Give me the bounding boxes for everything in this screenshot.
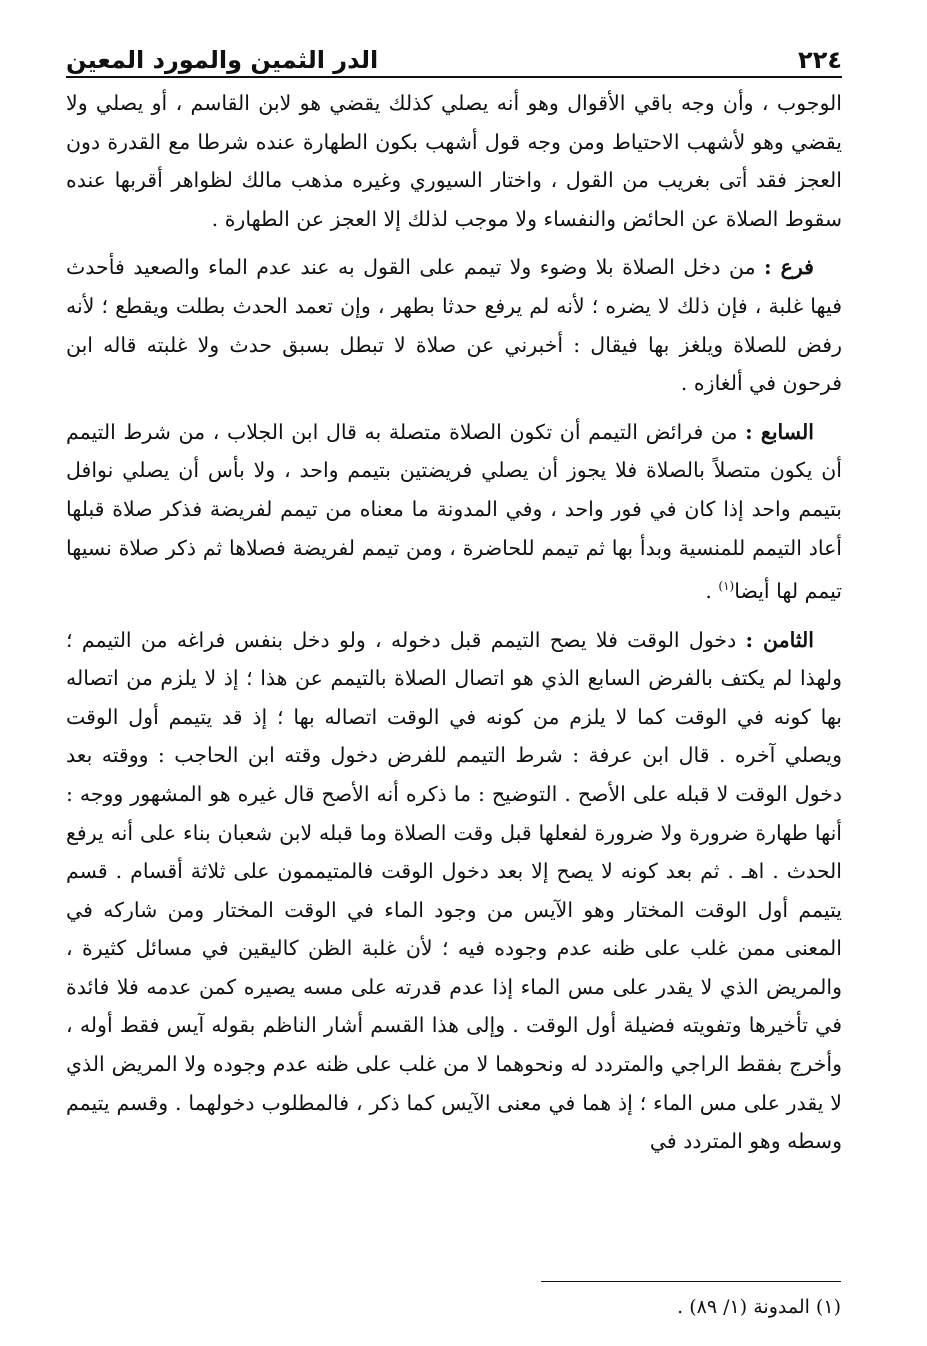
paragraph-text: من فرائض التيمم أن تكون الصلاة متصلة به قال ابن الجلاب ، من شرط التيمم أن يكون متصلاً بالصلاة فلا يجوز أن يصلي فريضتين بتيمم واحد ، ولا بأس أن يصلي نوافل بتيمم واحد إذا كان في فور واحد ، وفي المدونة ما معناه من تيمم لفريضة فذكر صلاة قبلها أعاد التيمم للمنسية وبدأ بها ثم تيمم للحاضرة ، ومن تيمم لفريضة فصلاها ثم ذكر صلاة نسيها تيمم لها أيضا — [66, 419, 842, 603]
paragraph-text: دخول الوقت فلا يصح التيمم قبل دخوله ، ولو دخل بنفس فراغه من التيمم ؛ ولهذا لم يكتف بالفرض السابع الذي هو اتصال الصلاة بالتيمم عن هذا ؛ إذ لا يلزم من اتصاله بها كونه في الوقت كما لا يلزم من كونه في الوقت اتصاله بها ؛ إذ قد يتيمم أول الوقت ويصلي آخره . قال ابن عرفة : شرط التيمم للفرض دخول وقته ابن الحاجب : ووقته بعد دخول الوقت لا قبله على الأصح . التوضيح : ما ذكره أنه الأصح قال غيره هو المشهور ووجه : أنها طهارة ضرورة ولا ضرورة لفعلها قبل وقت الصلاة وما قبله لابن شعبان بناء على أنه يرفع الحدث . اهـ . ثم بعد كونه لا يصح إلا بعد دخول الوقت فالمتيممون على ثلاثة أقسام . قسم يتيمم أول الوقت المختار وهو الآيس من وجود الماء في الوقت المختار ومن شاركه في المعنى ممن غلب على ظنه عدم وجوده فيه ؛ لأن غلبة الظن كاليقين في مسائل كثيرة ، والمريض الذي لا يقدر على مس الماء إذا عدم قدرته على مسه يصيره كمن عدمه فلا فائدة في تأخيرها وتفويته فضيلة أول الوقت . وإلى هذا القسم أشار الناظم بقوله آيس فقط أوله ، وأخرج بفقط الراجي والمتردد له ونحوهما لا من غلب على ظنه عدم وجوده ولا المريض الذي لا يقدر على مس الماء ؛ إذ هما في معنى الآيس كما ذكر ، فالمطلوب دخولهما . وقسم يتيمم وسطه وهو المتردد في — [66, 627, 842, 1154]
running-title: الدر الثمين والمورد المعين — [66, 46, 379, 74]
paragraph — [66, 621, 842, 1161]
paragraph-lead: السابع : — [745, 419, 815, 444]
paragraph-text: الوجوب ، وأن وجه باقي الأقوال وهو أنه يصلي كذلك يقضي هو لابن القاسم ، أو يصلي ولا يقضي وهو لأشهب الاحتياط ومن وجه قول أشهب بكون الطهارة عنده شرطا مع القدرة دون العجز فقد أتى بغريب من القول ، واختار السيوري وغيره مذهب مالك لظواهر أقربها عنده سقوط الصلاة عن الحائض والنفساء ولا موجب لذلك إلا العجز عن الطهارة . — [66, 91, 842, 231]
paragraph — [66, 84, 842, 238]
page-number: ٢٢٤ — [798, 46, 842, 74]
paragraph-lead: الثامن : — [745, 627, 814, 652]
paragraph-lead: فرع : — [764, 255, 814, 280]
paragraph-text: من دخل الصلاة بلا وضوء ولا تيمم على القول به عند عدم الماء والصعيد فأحدث فيها غلبة ، فإن ذلك لا يضره ؛ لأنه لم يرفع حدثا بطهر ، وإن تعمد الحدث بطلت ويقطع ؛ لأنه رفض للصلاة ويلغز بها فيقال : أخبرني عن صلاة لا تبطل بسبق حدث ولا غلبته قاله ابن فرحون في ألغازه . — [66, 255, 842, 396]
page-header — [66, 36, 842, 78]
footnote-divider — [541, 1281, 841, 1282]
main-text — [66, 84, 842, 1171]
footnote-marker: (١) — [718, 579, 735, 594]
paragraph-text-end: . — [705, 578, 719, 603]
paragraph — [66, 413, 842, 611]
paragraph — [66, 248, 842, 402]
footnote: (١) المدونة (١/ ٨٩) . — [677, 1296, 841, 1318]
